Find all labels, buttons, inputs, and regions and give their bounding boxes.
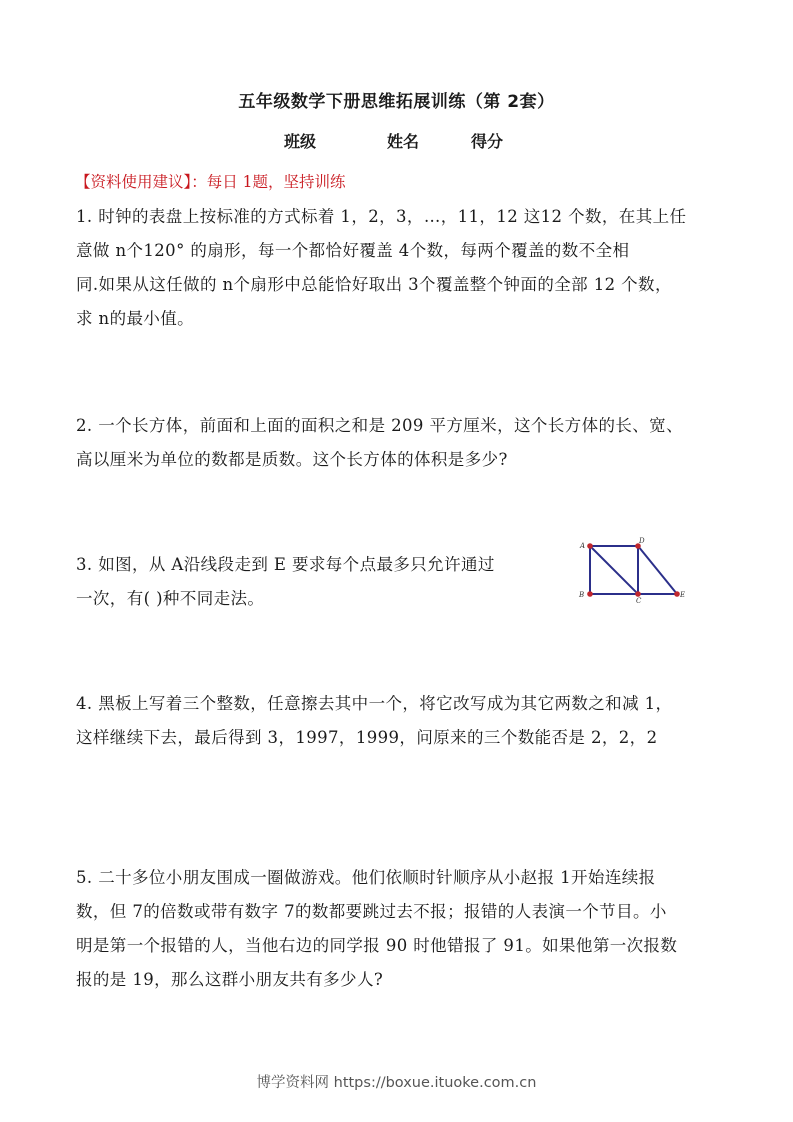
question-line: 高以厘米为单位的数都是质数。这个长方体的体积是多少? xyxy=(76,450,508,469)
point-label-b: B xyxy=(579,591,585,599)
score-field-label: 得分 xyxy=(471,132,504,151)
question-line: 求 n的最小值。 xyxy=(76,309,195,328)
question-line: 报的是 19，那么这群小朋友共有多少人? xyxy=(76,970,384,989)
question-line: 3. 如图，从 A沿线段走到 E 要求每个点最多只允许通过 xyxy=(76,555,495,574)
question-line: 4. 黑板上写着三个整数，任意擦去其中一个，将它改写成为其它两数之和减 1， xyxy=(76,694,673,713)
question-line: 意做 n个120° 的扇形，每一个都恰好覆盖 4个数，每两个覆盖的数不全相 xyxy=(76,241,630,260)
point-label-c: C xyxy=(636,597,642,605)
class-field-label: 班级 xyxy=(284,132,317,151)
point-label-e: E xyxy=(680,591,686,599)
question-line: 1. 时钟的表盘上按标准的方式标着 1，2，3，…，11，12 这12 个数，在其上任 xyxy=(76,207,687,226)
footer-watermark: 博学资料网 https://boxue.ituoke.com.cn xyxy=(256,1075,537,1091)
question-line: 2. 一个长方体，前面和上面的面积之和是 209 平方厘米，这个长方体的长、宽、 xyxy=(76,416,683,435)
question-line: 数，但 7的倍数或带有数字 7的数都要跳过去不报；报错的人表演一个节目。小 xyxy=(76,902,667,921)
question-line: 5. 二十多位小朋友围成一圈做游戏。他们依顺时针顺序从小赵报 1开始连续报 xyxy=(76,868,656,887)
question-line: 这样继续下去，最后得到 3，1997，1999，问原来的三个数能否是 2，2，2 xyxy=(76,728,658,747)
question-line: 同.如果从这任做的 n个扇形中总能恰好取出 3个覆盖整个钟面的全部 12 个数， xyxy=(76,275,672,294)
point-label-a: A xyxy=(580,542,586,550)
question-line: 一次，有( )种不同走法。 xyxy=(76,589,265,608)
name-field-label: 姓名 xyxy=(387,132,420,151)
question-line: 明是第一个报错的人，当他右边的同学报 90 时他错报了 91。如果他第一次报数 xyxy=(76,936,678,955)
point-label-d: D xyxy=(639,537,645,545)
usage-advice: 【资料使用建议】：每日 1题，坚持训练 xyxy=(75,173,346,191)
page-title: 五年级数学下册思维拓展训练（第 2套） xyxy=(238,92,555,112)
path-diagram-figure xyxy=(570,530,700,610)
